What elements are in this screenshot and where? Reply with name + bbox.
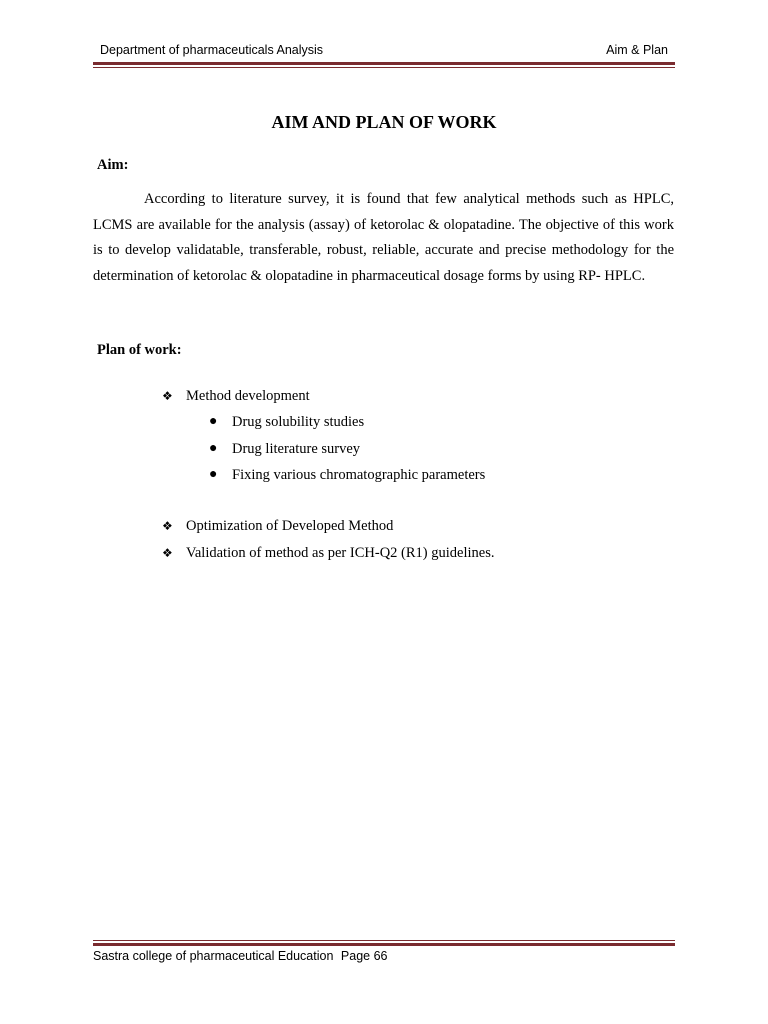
footer <box>93 949 387 963</box>
diamond-bullet-icon: ❖ <box>162 545 173 560</box>
dot-bullet-icon: ● <box>209 467 218 482</box>
plan-item-label: Optimization of Developed Method <box>186 518 394 534</box>
plan-subitem <box>209 409 485 436</box>
aim-paragraph: According to literature survey, it is found that few analytical methods such as HPLC, LCMS are available for the analysis (assay) of ketorolac & olopatadine. The objective of this work is to develop validatable, transferable, robust, reliable, accurate and precise methodology for the determination of ketorolac & olopatadine in pharmaceutical dosage forms by using RP- HPLC. <box>93 191 674 284</box>
diamond-bullet-icon: ❖ <box>162 519 173 533</box>
plan-subitem-label: Fixing various chromatographic parameters <box>232 467 486 483</box>
page-title: AIM AND PLAN OF WORK <box>271 112 497 132</box>
dot-bullet-icon: ● <box>209 414 218 429</box>
header-rule-thick <box>93 62 675 65</box>
footer-rule-thin <box>93 940 675 941</box>
page-number: Page 66 <box>340 949 388 963</box>
plan-sublist <box>209 409 486 489</box>
plan-subitem-label: Drug solubility studies <box>232 414 365 430</box>
plan-item-label: Method development <box>186 388 310 404</box>
footer-college: Sastra college of pharmaceutical Education <box>93 949 334 963</box>
plan-subitem <box>209 436 485 463</box>
plan-subitem <box>209 462 486 489</box>
plan-item-method-development <box>162 383 310 410</box>
header-department: Department of pharmaceuticals Analysis <box>100 43 324 57</box>
plan-subitem-label: Drug literature survey <box>232 440 361 457</box>
plan-list-main-continued <box>162 513 495 566</box>
footer-rule-thick <box>93 943 675 946</box>
plan-item-optimization <box>162 513 494 540</box>
plan-heading: Plan of work: <box>97 342 182 358</box>
header-section: Aim & Plan <box>606 43 668 57</box>
diamond-bullet-icon: ❖ <box>162 389 173 403</box>
plan-item-label: Validation of method as per ICH-Q2 (R1) guidelines. <box>186 544 495 561</box>
aim-heading: Aim: <box>97 157 129 173</box>
plan-list-main <box>162 383 310 410</box>
plan-item-validation <box>162 540 495 567</box>
header-rule-thin <box>93 67 675 68</box>
dot-bullet-icon: ● <box>209 440 218 456</box>
